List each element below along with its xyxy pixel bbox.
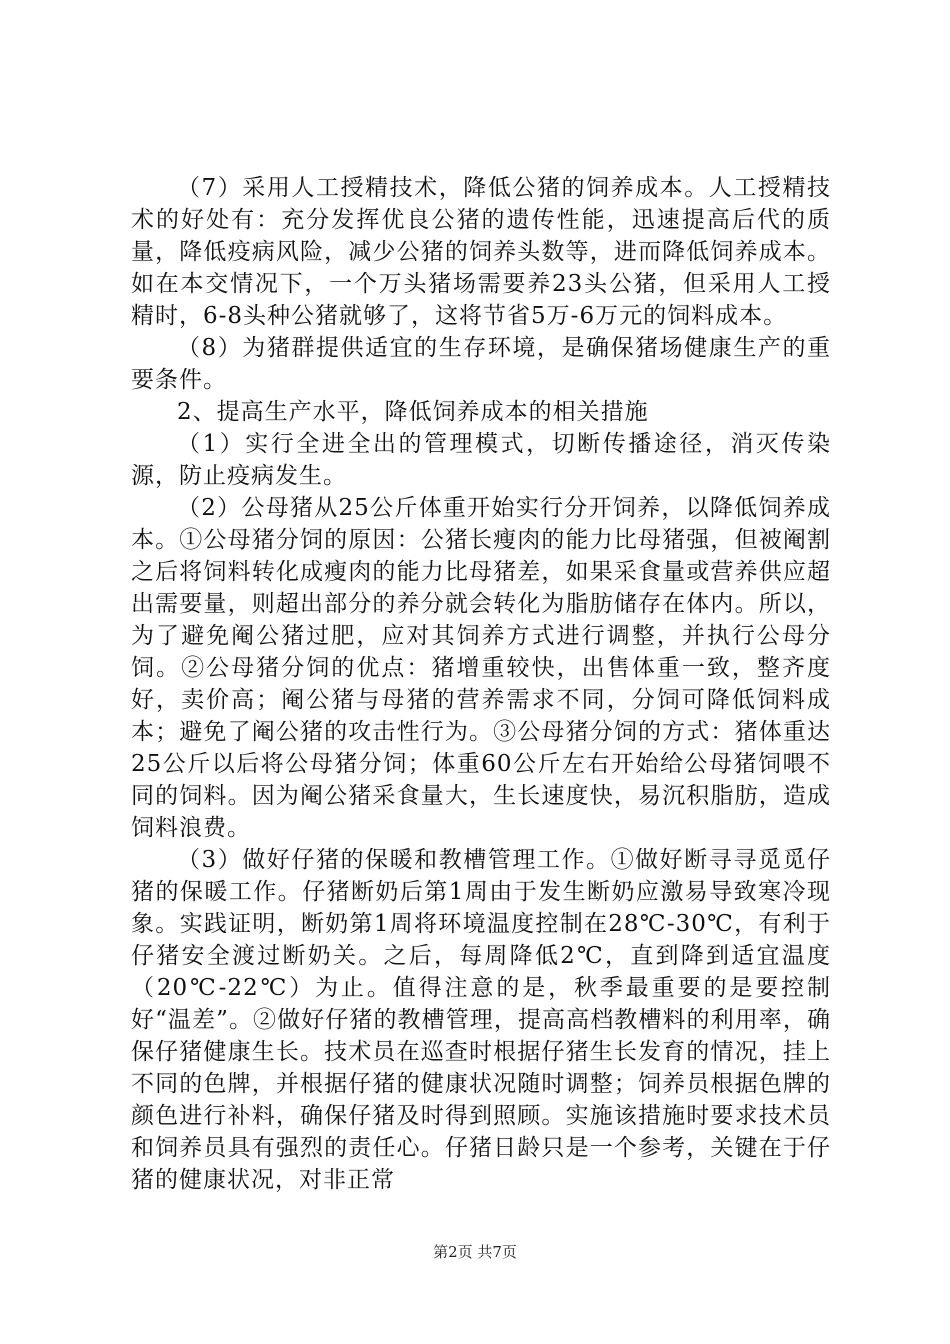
page-footer: 第2页 共7页 <box>433 1243 517 1261</box>
paragraph-1: （1）实行全进全出的管理模式，切断传播途径，消灭传染源，防止疫病发生。 <box>131 431 831 489</box>
section-heading: 2、提高生产水平，降低饲养成本的相关措施 <box>177 399 649 425</box>
paragraph-8: （8）为猪群提供适宜的生存环境，是确保猪场健康生产的重要条件。 <box>131 335 831 393</box>
document-body <box>131 172 831 1196</box>
paragraph-3: （3）做好仔猪的保暖和教槽管理工作。①做好断寻寻觅觅仔猪的保暖工作。仔猪断奶后第1周由于发生断奶应激易导致寒冷现象。实践证明，断奶第1周将环境温度控制在28℃-30℃，有利于仔猪安全渡过断奶关。之后，每周降低2℃，直到降到适宜温度（20℃-22℃）为止。值得注意的是，秋季最重要的是要控制好“温差”。②做好仔猪的教槽管理，提高高档教槽料的利用率，确保仔猪健康生长。技术员在巡查时根据仔猪生长发育的情况，挂上不同的色牌，并根据仔猪的健康状况随时调整；饲养员根据色牌的颜色进行补料，确保仔猪及时得到照顾。实施该措施时要求技术员和饲养员具有强烈的责任心。仔猪日龄只是一个参考，关键在于仔猪的健康状况，对非正常 <box>131 847 831 1193</box>
paragraph-7: （7）采用人工授精技术，降低公猪的饲养成本。人工授精技术的好处有：充分发挥优良公猪的遗传性能，迅速提高后代的质量，降低疫病风险，减少公猪的饲养头数等，进而降低饲养成本。如在本交情况下，一个万头猪场需要养23头公猪，但采用人工授精时，6-8头种公猪就够了，这将节省5万-6万元的饲料成本。 <box>131 175 831 329</box>
paragraph-2: （2）公母猪从25公斤体重开始实行分开饲养，以降低饲养成本。①公母猪分饲的原因：公猪长瘦肉的能力比母猪强，但被阉割之后将饲料转化成瘦肉的能力比母猪差，如果采食量或营养供应超出需要量，则超出部分的养分就会转化为脂肪储存在体内。所以，为了避免阉公猪过肥，应对其饲养方式进行调整，并执行公母分饲。②公母猪分饲的优点：猪增重较快，出售体重一致，整齐度好，卖价高；阉公猪与母猪的营养需求不同，分饲可降低饲料成本；避免了阉公猪的攻击性行为。③公母猪分饲的方式：猪体重达25公斤以后将公母猪分饲；体重60公斤左右开始给公母猪饲喂不同的饲料。因为阉公猪采食量大，生长速度快，易沉积脂肪，造成饲料浪费。 <box>131 495 831 841</box>
